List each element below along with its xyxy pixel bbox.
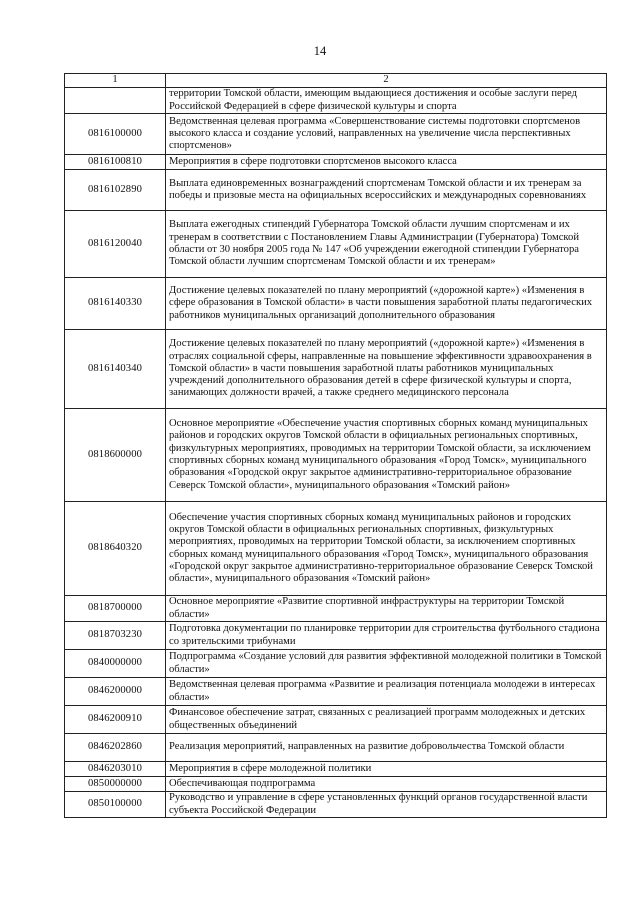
- row-code: 0846200000: [65, 678, 166, 706]
- table-row: [65, 734, 607, 762]
- column-header-code: 1: [65, 74, 166, 88]
- table-row: [65, 622, 607, 650]
- row-code: 0850100000: [65, 792, 166, 818]
- row-code: 0846203010: [65, 762, 166, 777]
- row-code: 0818700000: [65, 596, 166, 622]
- row-code: 0840000000: [65, 650, 166, 678]
- table-row: [65, 330, 607, 409]
- row-description: Подготовка документации по планировке территории для строительства футбольного стадиона со зрительскими трибунами: [166, 622, 607, 650]
- row-description: Мероприятия в сфере молодежной политики: [166, 762, 607, 777]
- row-code: 0818703230: [65, 622, 166, 650]
- table-row: [65, 706, 607, 734]
- table-row: [65, 409, 607, 502]
- column-header-description: 2: [166, 74, 607, 88]
- row-code: 0850000000: [65, 777, 166, 792]
- row-code: 0818640320: [65, 502, 166, 596]
- table-row: [65, 211, 607, 278]
- table-row: [65, 596, 607, 622]
- row-code: 0846202860: [65, 734, 166, 762]
- table-row: [65, 650, 607, 678]
- row-description: Ведомственная целевая программа «Совершенствование системы подготовки спортсменов высокого класса и создание условий, направленных на увеличение числа перспективных спортсменов»: [166, 114, 607, 155]
- row-description: Реализация мероприятий, направленных на развитие добровольчества Томской области: [166, 734, 607, 762]
- row-code: 0816100000: [65, 114, 166, 155]
- table-row: [65, 678, 607, 706]
- row-description: Основное мероприятие «Обеспечение участия спортивных сборных команд муниципальных районов и городских округов Томской области в официальных региональных спортивных, физкультурных мероприятиях, проводимых на территории Томской области, за исключением спортивных сборных команд муниципального образования «Город Томск», муниципального образования «Городской округ закрытое административно-территориальное образование Северск Томской области», муниципального образования «Томский район»: [166, 409, 607, 502]
- row-description: Достижение целевых показателей по плану мероприятий («дорожной карте») «Изменения в сфере образования в Томской области» в части повышения заработной платы педагогических работников муниципальных организаций дополнительного образования: [166, 278, 607, 330]
- row-code: 0816140340: [65, 330, 166, 409]
- row-description: Основное мероприятие «Развитие спортивной инфраструктуры на территории Томской области»: [166, 596, 607, 622]
- row-description: Достижение целевых показателей по плану мероприятий («дорожной карте») «Изменения в отраслях социальной сферы, направленные на повышение эффективности здравоохранения в Томской области» в части повышения заработной платы работников муниципальных учреждений дополнительного образования детей в сфере физической культуры и спорта, занимающих должности врачей, а также среднего медицинского персонала: [166, 330, 607, 409]
- row-description: Подпрограмма «Создание условий для развития эффективной молодежной политики в Томской области»: [166, 650, 607, 678]
- table-row: [65, 155, 607, 170]
- table-row: [65, 792, 607, 818]
- row-description: территории Томской области, имеющим выдающиеся достижения и особые заслуги перед Российской Федерацией в сфере физической культуры и спорта: [166, 88, 607, 114]
- budget-classification-table: [64, 73, 607, 818]
- row-description: Мероприятия в сфере подготовки спортсменов высокого класса: [166, 155, 607, 170]
- row-code: [65, 88, 166, 114]
- row-code: 0816102890: [65, 170, 166, 211]
- table-row: [65, 762, 607, 777]
- row-description: Обеспечение участия спортивных сборных команд муниципальных районов и городских округов Томской области в официальных региональных спортивных, физкультурных мероприятиях, проводимых на территории Томской области, за исключением спортивных сборных команд муниципального образования «Город Томск», муниципального образования «Городской округ закрытое административно-территориальное образование Северск Томской области», муниципального образования «Томский район»: [166, 502, 607, 596]
- table-row: [65, 502, 607, 596]
- row-code: 0816100810: [65, 155, 166, 170]
- row-code: 0846200910: [65, 706, 166, 734]
- row-description: Руководство и управление в сфере установленных функций органов государственной власти субъекта Российской Федерации: [166, 792, 607, 818]
- row-code: 0816140330: [65, 278, 166, 330]
- header-row: [65, 74, 607, 88]
- table-row: [65, 777, 607, 792]
- row-description: Обеспечивающая подпрограмма: [166, 777, 607, 792]
- table-row: [65, 88, 607, 114]
- table-row: [65, 114, 607, 155]
- table-row: [65, 170, 607, 211]
- row-description: Выплата единовременных вознаграждений спортсменам Томской области и их тренерам за победы и призовые места на официальных всероссийских и международных соревнованиях: [166, 170, 607, 211]
- page-number: 14: [313, 44, 327, 58]
- row-description: Финансовое обеспечение затрат, связанных с реализацией программ молодежных и детских общественных объединений: [166, 706, 607, 734]
- table-row: [65, 278, 607, 330]
- row-description: Выплата ежегодных стипендий Губернатора Томской области лучшим спортсменам и их тренерам в соответствии с Постановлением Главы Администрации (Губернатора) Томской области от 30 ноября 2005 года № 147 «Об учреждении ежегодной стипендии Губернатора Томской области лучшим спортсменам Томской области и их тренерам»: [166, 211, 607, 278]
- row-code: 0816120040: [65, 211, 166, 278]
- row-code: 0818600000: [65, 409, 166, 502]
- row-description: Ведомственная целевая программа «Развитие и реализация потенциала молодежи в интересах области»: [166, 678, 607, 706]
